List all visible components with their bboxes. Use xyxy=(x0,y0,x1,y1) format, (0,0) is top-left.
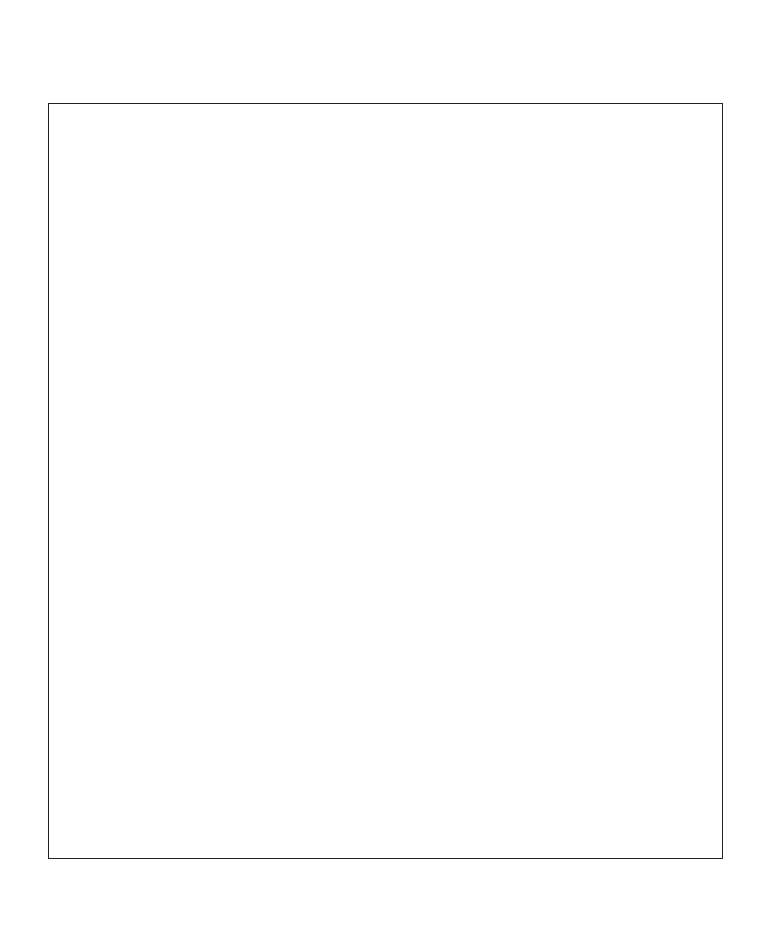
product-grid xyxy=(48,103,723,859)
